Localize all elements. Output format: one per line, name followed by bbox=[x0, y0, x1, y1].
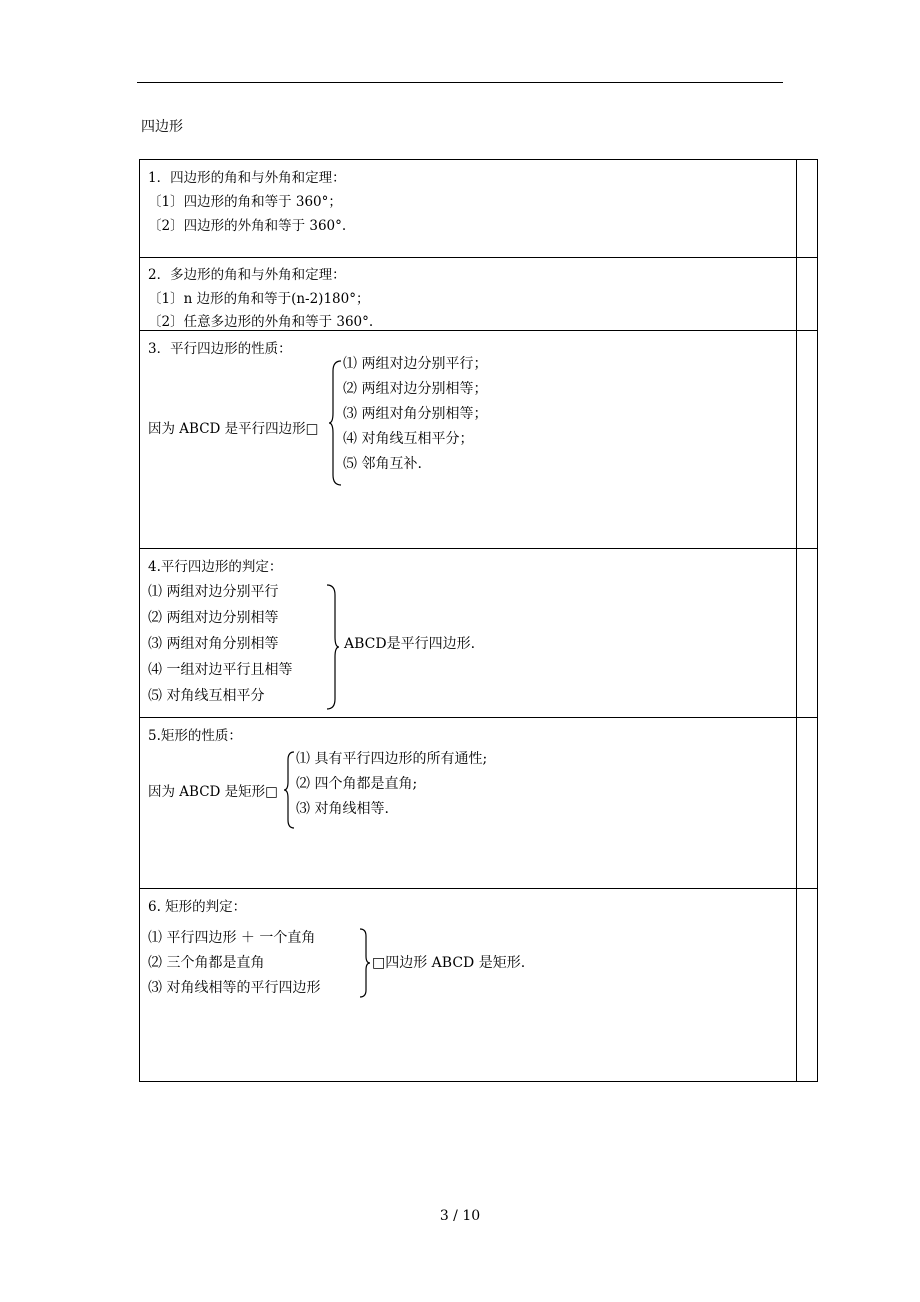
section-2-item-1: 〔1〕n 边形的角和等于(n-2)180°； bbox=[148, 291, 370, 307]
page-title: 四边形 bbox=[141, 119, 183, 135]
side-column-divider bbox=[796, 549, 797, 717]
side-column-divider bbox=[796, 718, 797, 888]
section-4-item-3: ⑶ 两组对角分别相等 bbox=[148, 636, 279, 652]
right-brace-icon bbox=[325, 583, 339, 711]
section-3-item-5: ⑸ 邻角互补. bbox=[343, 456, 422, 472]
side-column-divider bbox=[796, 160, 797, 257]
section-6-heading: 6. 矩形的判定： bbox=[148, 899, 247, 915]
side-column-divider bbox=[796, 258, 797, 330]
section-4-item-5: ⑸ 对角线互相平分 bbox=[148, 688, 265, 704]
section-6-item-1: ⑴ 平行四边形 ＋ 一个直角 bbox=[148, 930, 316, 946]
left-brace-icon bbox=[284, 750, 296, 830]
section-3-premise: 因为 ABCD 是平行四边形□ bbox=[148, 421, 319, 437]
section-6-item-3: ⑶ 对角线相等的平行四边形 bbox=[148, 980, 321, 996]
section-2-item-2: 〔2〕任意多边形的外角和等于 360°. bbox=[148, 314, 374, 330]
section-5-premise: 因为 ABCD 是矩形□ bbox=[148, 784, 278, 800]
section-5-heading: 5.矩形的性质： bbox=[148, 728, 242, 744]
side-column-divider bbox=[796, 331, 797, 548]
section-5-item-3: ⑶ 对角线相等. bbox=[296, 801, 389, 817]
section-6-conclusion: □四边形 ABCD 是矩形. bbox=[372, 955, 526, 971]
section-3-item-3: ⑶ 两组对角分别相等； bbox=[343, 406, 488, 422]
notes-table bbox=[139, 159, 818, 1082]
section-2-row bbox=[140, 258, 817, 331]
side-column-divider bbox=[796, 889, 797, 1081]
section-1-heading: 1．四边形的角和与外角和定理： bbox=[148, 170, 346, 186]
section-5-item-2: ⑵ 四个角都是直角; bbox=[296, 776, 418, 792]
section-1-row bbox=[140, 160, 817, 258]
section-5-row bbox=[140, 718, 817, 889]
page-number: 3 / 10 bbox=[439, 1208, 481, 1224]
section-3-heading: 3．平行四边形的性质： bbox=[148, 341, 292, 357]
section-3-row bbox=[140, 331, 817, 549]
section-3-item-2: ⑵ 两组对边分别相等； bbox=[343, 381, 488, 397]
section-4-item-4: ⑷ 一组对边平行且相等 bbox=[148, 662, 293, 678]
section-6-item-2: ⑵ 三个角都是直角 bbox=[148, 955, 265, 971]
section-4-row bbox=[140, 549, 817, 718]
header-rule bbox=[137, 82, 783, 83]
section-4-item-1: ⑴ 两组对边分别平行 bbox=[148, 584, 279, 600]
section-4-item-2: ⑵ 两组对边分别相等 bbox=[148, 610, 279, 626]
section-4-heading: 4.平行四边形的判定： bbox=[148, 559, 283, 575]
right-brace-icon bbox=[358, 927, 370, 999]
section-4-conclusion: ABCD是平行四边形. bbox=[344, 636, 476, 652]
section-1-item-2: 〔2〕四边形的外角和等于 360°. bbox=[148, 218, 347, 234]
section-2-heading: 2．多边形的角和与外角和定理： bbox=[148, 267, 346, 283]
section-1-item-1: 〔1〕四边形的角和等于 360°； bbox=[148, 194, 342, 210]
section-3-item-4: ⑷ 对角线互相平分； bbox=[343, 431, 474, 447]
left-brace-icon bbox=[329, 359, 343, 487]
section-5-item-1: ⑴ 具有平行四边形的所有通性; bbox=[296, 751, 488, 767]
section-6-row bbox=[140, 889, 817, 1081]
section-3-item-1: ⑴ 两组对边分别平行； bbox=[343, 356, 488, 372]
